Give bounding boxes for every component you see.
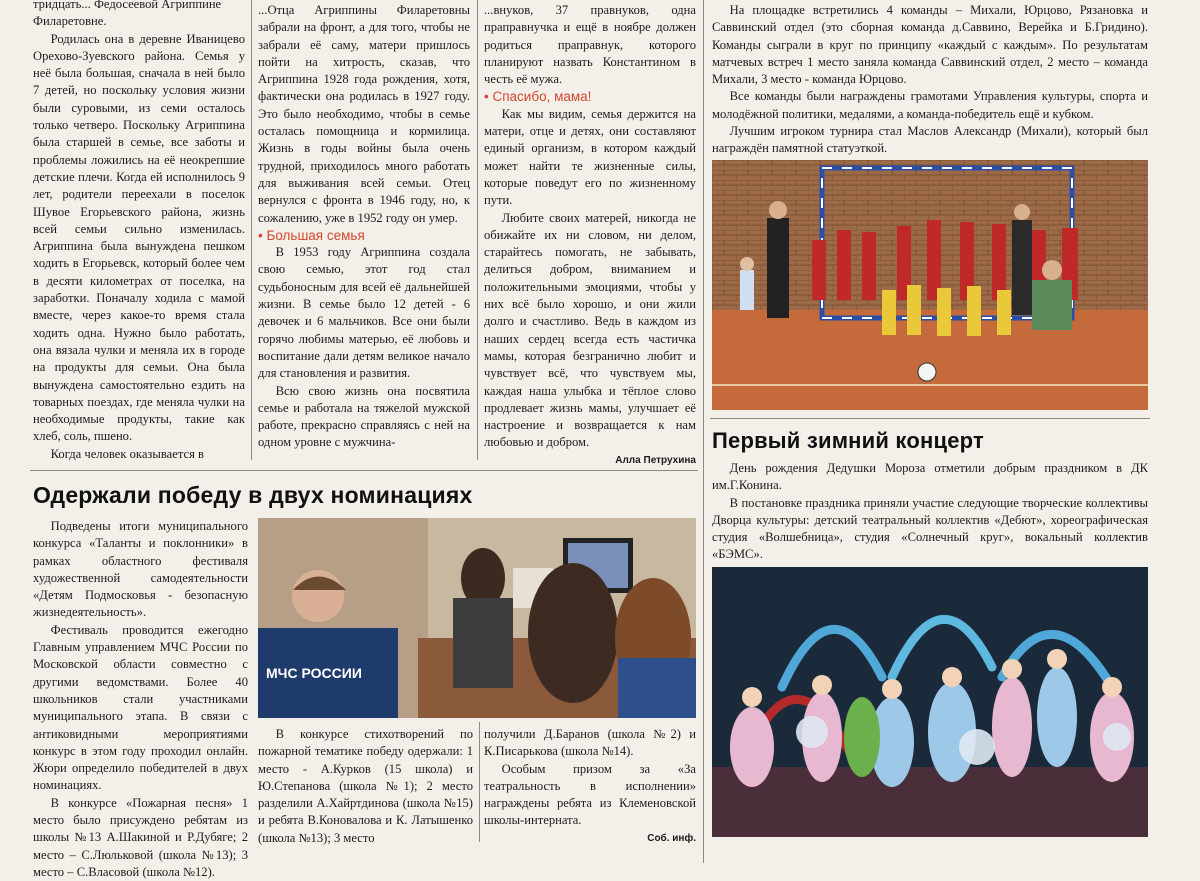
victory-headline: Одержали победу в двух номинациях <box>33 482 473 508</box>
football-article <box>712 2 1148 175</box>
paragraph: Как мы видим, семья держится на матери, отце и детях, они составляют единый организм, в котором каждый может найти те жизненные силы, которые поведут его по жизненному пути. <box>484 106 696 208</box>
concert-photo <box>712 567 1148 837</box>
paragraph: Родилась она в деревне Иваницево Орехово-Зуевского района. Семья у неё была большая, сначала в ней было 7 детей, но поскольку условия жизни были суровыми, из семи осталось только четверо. Поскольку Агриппина была старшей в семье, все заботы и проблемы ложились на её неокрепшие детские плечи. Когда ей исполнилось 9 лет, родители переехали в поселок Шувое Егорьевского района, жизнь всей семьи сильно изменилась. Агриппина была вынуждена пешком ходить в Егорьевск, который более чем в десяти километрах от поселка, на заработки. Поначалу ходила с мамой вместе, через какое-то время стала ходить одна. Нужно было работать, она вязала чулки и меняла их в городе на продукты для семьи. Она была вынуждена самостоятельно ездить на товарных поездах, где меняла чулки на необходимые продукты, такие как хлеб, соль, пшено. <box>33 31 245 444</box>
concert-article <box>712 460 1148 581</box>
paragraph: ...внуков, 37 правнуков, одна праправнучка и ещё в ноябре должен родиться праправнук, которого планируют назвать Константином в честь её мужа. <box>484 3 696 87</box>
section-divider <box>710 418 1150 419</box>
paragraph: В конкурсе «Пожарная песня» 1 место было присуждено ребятам из школы №13 А.Шакиной и Р.Дубяге; 2 место – С.Люльковой (школа №13); 3 место – С.Власовой (школа №12). <box>33 795 248 879</box>
paragraph: В постановке праздника приняли участие следующие творческие коллективы Дворца культуры: детский театральный коллектив «Дебют», хореографическая студия «Волшебница», студия «Солнечный круг», вокальный коллектив «БЭМС». <box>712 495 1148 562</box>
paragraph: День рождения Дедушки Мороза отметили добрым праздником в ДК им.Г.Конина. <box>712 461 1148 493</box>
victory-column-1 <box>33 518 248 881</box>
paragraph: Особым призом за «За театральность в исполнении» награждены ребята из Клеменовской школы-интерната. <box>484 761 696 828</box>
paragraph: Лучшим игроком турнира стал Маслов Александр (Михали), который был награждён памятной статуэткой. <box>712 124 1148 156</box>
paragraph: Всю свою жизнь она посвятила семье и работала на тяжелой мужской работе, прекрасно справляясь с ней на одном уровне с мужчина- <box>258 383 470 450</box>
paragraph: Любите своих матерей, никогда не обижайте их ни словом, ни делом, старайтесь помогать, не забывать, делиться добром, вниманием и положительными эмоциями, чтобы у них всё было хорошо, и они жили долго и счастливо. Ведь в каждом из наших сердец всегда есть частичка мамы, которая безгранично любит и чувствует всё, что чувствуем мы, каждая наша улыбка и тёплое слово продлевает жизнь мамы, улучшает её настроение и возвращается к нам любовью и добром. <box>484 210 696 450</box>
victory-column-2 <box>258 726 473 847</box>
column-divider <box>477 0 478 460</box>
author-signature: Алла Петрухина <box>615 454 696 466</box>
source-signature: Соб. инф. <box>647 832 696 844</box>
column-divider <box>251 0 252 460</box>
victory-column-3 <box>484 726 696 847</box>
text-line: Филаретовне. <box>33 14 107 29</box>
paragraph: получили Д.Баранов (школа №2) и К.Писарькова (школа №14). <box>484 727 696 759</box>
subheading: • Большая семья <box>258 227 470 244</box>
text-line: тридцать... Федосеевой Агриппине <box>33 0 222 11</box>
paragraph: ...Отца Агриппины Филаретовны забрали на фронт, а для того, чтобы не забрали её саму, матери пришлось пойти на хитрость, сказав, что Агриппина 1928 года рождения, хотя, фактически она родилась в 1927 году. Это было необходимо, чтобы в семье осталась помощница и кормилица. Жизнь в годы войны была очень трудной, приходилось много работать для выживания всей семьи. Отец вернулся с фронта в 1946 году, но, к сожалению, уже в 1952 году он умер. <box>258 3 470 225</box>
paragraph: Подведены итоги муниципального конкурса «Таланты и поклонники» в рамках областного фестиваля художественной самодеятельности «Детям Подмосковья - безопасную жизнедеятельность». <box>33 519 248 620</box>
column-divider <box>479 722 480 842</box>
column-divider <box>703 0 704 863</box>
paragraph: Когда человек оказывается в <box>50 446 204 461</box>
subheading: • Спасибо, мама! <box>484 88 696 105</box>
paragraph: В конкурсе стихотворений по пожарной тематике победу одержали: 1 место - А.Курков (15 школа) и Ю.Степанова (школа №1); 2 место разделили А.Хайртдинова (школа №15) и ребята В.Коновалова и К. Латышенко (школа №13); 3 место <box>258 727 473 845</box>
paragraph: На площадке встретились 4 команды – Михали, Юрцово, Рязановка и Саввинский отдел (это сборная команда д.Саввино, Верейка и Б.Гридино). Команды сыграли в круг по принципу «каждый с каждым». По результатам матчевых встреч 1 место заняла команда Саввинский отдел, 2 место – команда Михали, 3 место - команда Юрцово. <box>712 3 1148 87</box>
mchs-emblem-text: МЧС РОССИИ <box>266 665 362 681</box>
paragraph: Фестиваль проводится ежегодно Главным управлением МЧС России по Московской области совместно с другими ведомствами. Более 40 школьников стали участниками муниципального этапа. В связи с антиковидными мероприятиями конкурс в этом году проходил онлайн. Жюри определило победителей в двух номинациях. <box>33 622 248 793</box>
article-column-3 <box>484 2 696 469</box>
article-column-1 <box>33 0 245 463</box>
paragraph: В 1953 году Агриппина создала свою семью, этот год стал судьбоносным для всей её дальнейшей жизни. В семье было 12 детей - 6 девочек и 6 мальчиков. Все они были горячо любимы матерью, её любовь и воспитание дали детям великое начало для становления и развития. <box>258 245 470 381</box>
mchs-meeting-photo <box>258 518 696 718</box>
paragraph: Все команды были награждены грамотами Управления культуры, спорта и молодёжной политики, медалями, а команда-победитель ещё и кубком. <box>712 89 1148 121</box>
football-team-photo <box>712 160 1148 410</box>
article-column-2 <box>258 2 470 452</box>
section-divider <box>30 470 698 471</box>
concert-headline: Первый зимний концерт <box>712 428 984 453</box>
